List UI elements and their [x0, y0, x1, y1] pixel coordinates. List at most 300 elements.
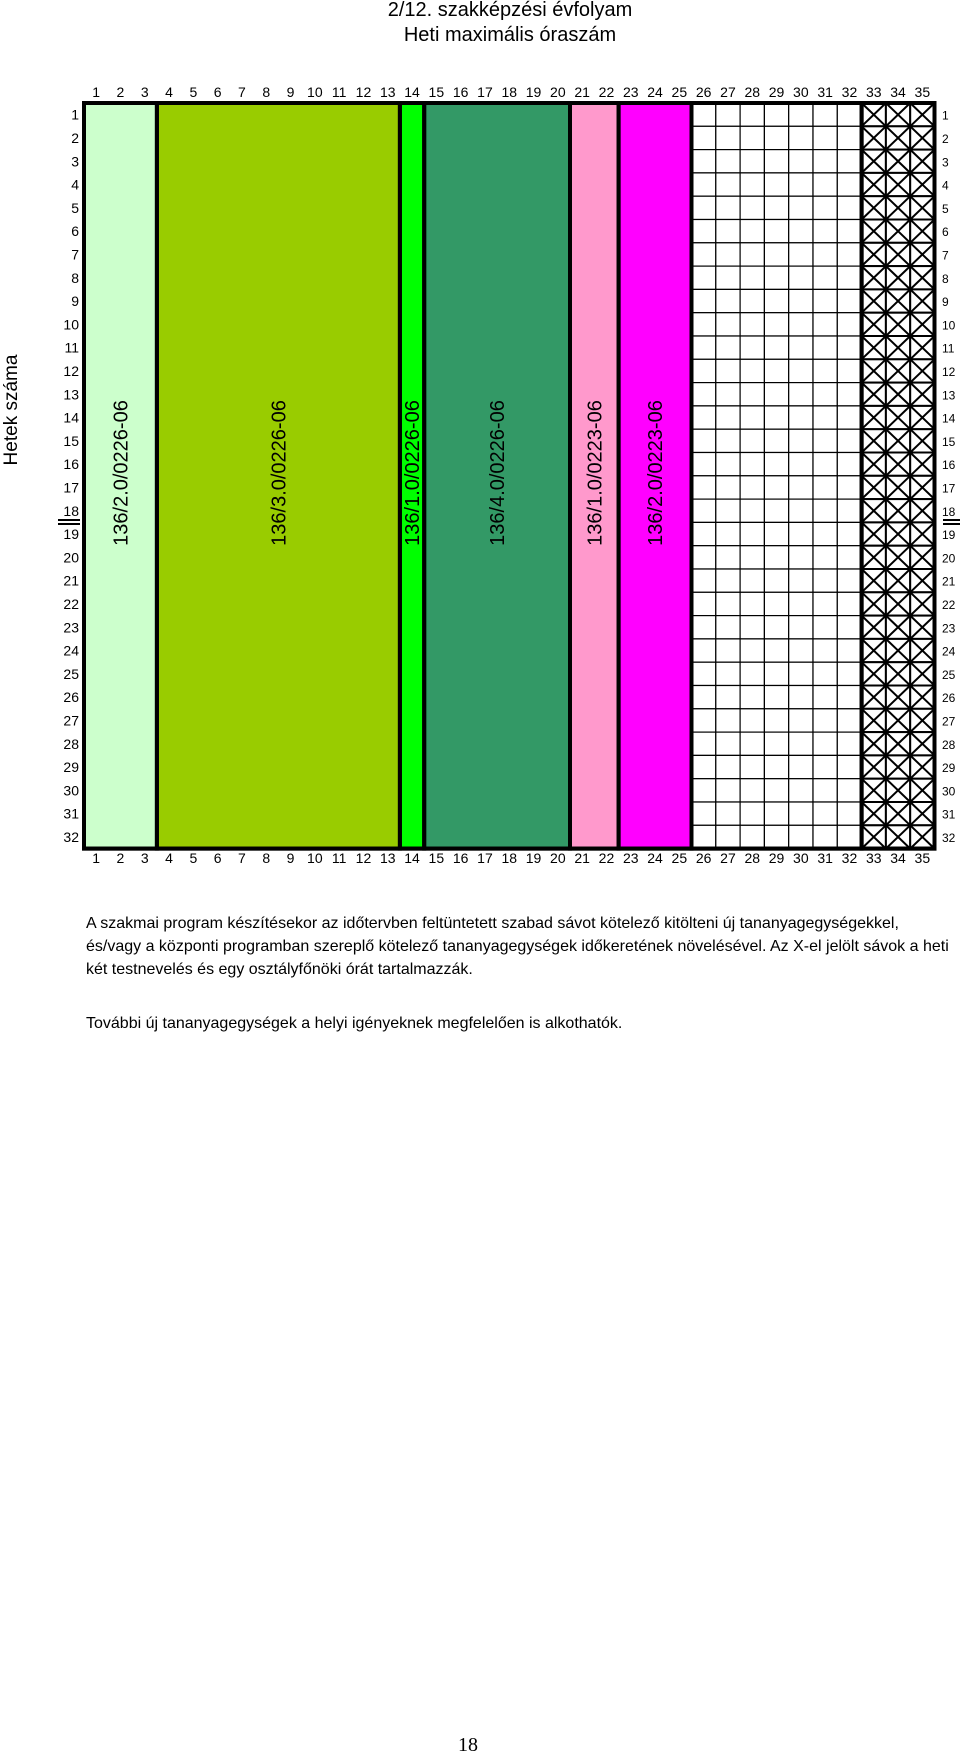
column-label-top: 23: [622, 84, 639, 100]
free-slot-cell: [716, 150, 740, 173]
column-label-bottom: 2: [116, 850, 125, 866]
free-slot-cell: [837, 686, 861, 709]
column-label-bottom: 9: [286, 850, 295, 866]
free-slot-cell: [789, 453, 813, 476]
free-slot-cell: [740, 313, 764, 336]
row-label-left: 9: [71, 293, 79, 310]
free-slot-cell: [716, 616, 740, 639]
column-label-top: 35: [914, 84, 931, 100]
column-label-top: 17: [477, 84, 493, 100]
row-label-left: 17: [63, 479, 79, 496]
row-label-right: 15: [942, 434, 956, 449]
free-slot-cell: [813, 313, 837, 336]
row-label-left: 19: [63, 526, 79, 543]
row-label-right: 7: [942, 248, 949, 263]
course-block-label: 136/1.0/0223-06: [584, 400, 607, 546]
column-label-top: 33: [865, 84, 882, 100]
row-label-left: 14: [63, 409, 79, 426]
row-label-right: 3: [942, 155, 949, 170]
free-slot-cell: [837, 406, 861, 429]
free-slot-cell: [740, 336, 764, 359]
free-slot-cell: [764, 686, 788, 709]
free-slot-cell: [716, 709, 740, 732]
column-label-top: 29: [768, 84, 785, 100]
column-label-bottom: 11: [331, 850, 347, 866]
free-slot-cell: [740, 196, 764, 219]
free-slot-cell: [789, 802, 813, 825]
free-slot-cell: [764, 709, 788, 732]
note-paragraph-2: További új tananyagegységek a helyi igényeknek megfelelően is alkothatók.: [86, 1015, 623, 1032]
free-slot-cell: [692, 779, 716, 802]
course-block-label: 136/4.0/0226-06: [487, 400, 510, 546]
free-slot-cell: [764, 453, 788, 476]
row-label-right: 5: [942, 201, 949, 216]
course-block-label: 136/2.0/0226-06: [110, 400, 133, 546]
column-label-bottom: 16: [452, 850, 469, 866]
free-slot-cell: [692, 150, 716, 173]
free-slot-cell: [740, 150, 764, 173]
row-label-right: 14: [942, 411, 956, 426]
free-slot-cell: [789, 196, 813, 219]
free-slot-cell: [716, 755, 740, 778]
free-slot-cell: [740, 732, 764, 755]
free-slot-cell: [740, 266, 764, 289]
free-slot-cell: [716, 825, 740, 848]
free-slot-cell: [740, 499, 764, 522]
row-label-left: 18: [63, 502, 79, 519]
free-slot-cell: [740, 755, 764, 778]
free-slot-cell: [716, 196, 740, 219]
row-label-right: 21: [942, 574, 956, 589]
column-label-bottom: 34: [890, 850, 906, 866]
free-slot-cell: [789, 359, 813, 382]
free-slot-cell: [692, 453, 716, 476]
free-slot-cell: [789, 289, 813, 312]
free-slot-cell: [692, 429, 716, 452]
free-slot-cell: [813, 266, 837, 289]
free-slot-cell: [813, 779, 837, 802]
free-slot-cell: [789, 336, 813, 359]
free-slot-cell: [692, 616, 716, 639]
free-slot-cell: [740, 453, 764, 476]
free-slot-cell: [813, 220, 837, 243]
free-slot-cell: [692, 126, 716, 149]
free-slot-cell: [789, 429, 813, 452]
free-slot-cell: [740, 359, 764, 382]
page-number: 18: [458, 1734, 478, 1756]
column-label-top: 34: [890, 84, 906, 100]
column-label-bottom: 35: [914, 850, 931, 866]
free-slot-cell: [764, 173, 788, 196]
free-slot-cell: [764, 406, 788, 429]
row-label-left: 6: [71, 223, 79, 240]
free-slot-cell: [837, 662, 861, 685]
free-slot-cell: [740, 522, 764, 545]
column-label-top: 6: [213, 84, 222, 100]
free-slot-cell: [716, 429, 740, 452]
free-slot-cell: [692, 825, 716, 848]
free-slot-cell: [764, 802, 788, 825]
free-slot-cell: [813, 103, 837, 126]
free-slot-cell: [716, 173, 740, 196]
row-label-right: 23: [942, 621, 956, 636]
free-slot-cell: [813, 546, 837, 569]
column-label-top: 7: [238, 84, 246, 100]
row-label-right: 29: [942, 761, 956, 776]
row-label-right: 10: [942, 318, 956, 333]
column-label-bottom: 33: [865, 850, 882, 866]
row-label-right: 16: [942, 458, 956, 473]
row-label-right: 32: [942, 830, 956, 845]
free-slot-cell: [789, 383, 813, 406]
free-slot-cell: [716, 499, 740, 522]
free-slot-cell: [837, 546, 861, 569]
free-slot-cell: [813, 453, 837, 476]
free-slot-cell: [692, 592, 716, 615]
column-label-bottom: 10: [307, 850, 323, 866]
free-slot-cell: [764, 546, 788, 569]
row-label-right: 9: [942, 295, 949, 310]
free-slot-cell: [740, 126, 764, 149]
column-label-top: 11: [331, 84, 347, 100]
column-label-top: 20: [550, 84, 566, 100]
column-label-bottom: 22: [598, 850, 615, 866]
free-slot-cell: [692, 336, 716, 359]
free-slot-cell: [716, 453, 740, 476]
free-slot-cell: [692, 546, 716, 569]
free-slot-cell: [789, 126, 813, 149]
free-slot-cell: [716, 266, 740, 289]
free-slot-cell: [789, 662, 813, 685]
row-label-left: 4: [71, 176, 79, 193]
free-slot-cell: [837, 802, 861, 825]
free-slot-cell: [813, 499, 837, 522]
free-slot-cell: [789, 266, 813, 289]
row-label-left: 27: [63, 712, 79, 729]
free-slot-cell: [764, 522, 788, 545]
column-label-bottom: 27: [720, 850, 736, 866]
free-slot-cell: [740, 709, 764, 732]
free-slot-cell: [789, 616, 813, 639]
weekly-hours-chart: [0, 0, 960, 880]
free-slot-cell: [764, 639, 788, 662]
free-slot-cell: [837, 453, 861, 476]
free-slot-cell: [789, 173, 813, 196]
free-slot-cell: [740, 686, 764, 709]
free-slot-cell: [837, 522, 861, 545]
free-slot-cell: [813, 709, 837, 732]
free-slot-cell: [789, 569, 813, 592]
free-slot-cell: [837, 289, 861, 312]
free-slot-cell: [764, 103, 788, 126]
free-slot-cell: [716, 336, 740, 359]
row-label-left: 10: [63, 316, 79, 333]
free-slot-cell: [837, 150, 861, 173]
column-label-bottom: 30: [793, 850, 809, 866]
free-slot-cell: [837, 266, 861, 289]
free-slot-cell: [764, 150, 788, 173]
free-slot-cell: [813, 825, 837, 848]
free-slot-cell: [716, 289, 740, 312]
free-slot-cell: [837, 383, 861, 406]
column-label-bottom: 18: [501, 850, 518, 866]
free-slot-cell: [764, 476, 788, 499]
free-slot-cell: [789, 592, 813, 615]
free-slot-cell: [764, 126, 788, 149]
free-slot-cell: [740, 639, 764, 662]
column-label-bottom: 6: [213, 850, 222, 866]
column-label-bottom: 7: [238, 850, 246, 866]
column-label-bottom: 12: [355, 850, 372, 866]
free-slot-cell: [764, 289, 788, 312]
free-slot-cell: [837, 359, 861, 382]
row-axis-label: Hetek száma: [1, 354, 22, 466]
free-slot-cell: [692, 755, 716, 778]
free-slot-cell: [789, 732, 813, 755]
free-slot-cell: [813, 662, 837, 685]
row-label-right: 22: [942, 597, 956, 612]
row-label-left: 25: [63, 665, 79, 682]
free-slot-cell: [692, 569, 716, 592]
free-slot-cell: [716, 779, 740, 802]
free-slot-cell: [789, 546, 813, 569]
free-slot-cell: [692, 196, 716, 219]
free-slot-cell: [837, 779, 861, 802]
free-slot-cell: [716, 103, 740, 126]
free-slot-cell: [692, 173, 716, 196]
row-label-left: 21: [63, 572, 79, 589]
column-label-bottom: 8: [262, 850, 271, 866]
free-slot-cell: [813, 522, 837, 545]
column-label-top: 2: [116, 84, 125, 100]
row-label-left: 20: [63, 549, 79, 566]
row-label-right: 26: [942, 691, 956, 706]
free-slot-cell: [837, 616, 861, 639]
note-paragraph-1: A szakmai program készítésekor az időtervben feltüntetett szabad sávot kötelező kitölteni új tananyagegységekkel, és/vagy a központi programban szereplő kötelező tananyagegységek időkeretének növelésével. Az X-el jelölt sávok a heti két testnevelés és egy osztályfőnöki órát tartalmazzák.: [86, 915, 949, 978]
free-slot-cell: [789, 243, 813, 266]
row-label-left: 29: [63, 759, 79, 776]
column-label-top: 21: [574, 84, 590, 100]
free-slot-cell: [740, 243, 764, 266]
free-slot-cell: [716, 406, 740, 429]
free-slot-cell: [692, 359, 716, 382]
free-slot-cell: [740, 289, 764, 312]
free-slot-cell: [764, 336, 788, 359]
free-slot-cell: [764, 662, 788, 685]
free-slot-cell: [813, 616, 837, 639]
free-slot-cell: [740, 779, 764, 802]
free-slot-cell: [764, 196, 788, 219]
free-slot-cell: [716, 662, 740, 685]
column-label-top: 1: [92, 84, 101, 100]
free-slot-cell: [789, 755, 813, 778]
free-slot-cell: [692, 289, 716, 312]
row-label-left: 1: [71, 106, 79, 123]
free-slot-cell: [764, 266, 788, 289]
free-slot-cell: [692, 499, 716, 522]
free-slot-cell: [813, 569, 837, 592]
free-slot-cell: [789, 103, 813, 126]
free-slot-cell: [764, 220, 788, 243]
free-slot-cell: [692, 686, 716, 709]
free-slot-cell: [789, 825, 813, 848]
free-slot-cell: [837, 336, 861, 359]
row-label-left: 16: [63, 456, 79, 473]
free-slot-cell: [837, 196, 861, 219]
column-label-bottom: 28: [744, 850, 761, 866]
free-slot-cell: [789, 779, 813, 802]
column-label-top: 27: [720, 84, 736, 100]
free-slot-cell: [789, 499, 813, 522]
free-slot-cell: [813, 196, 837, 219]
column-label-bottom: 23: [622, 850, 639, 866]
row-label-left: 31: [63, 805, 79, 822]
free-slot-cell: [837, 499, 861, 522]
free-slot-cell: [740, 592, 764, 615]
free-slot-cell: [837, 709, 861, 732]
free-slot-cell: [740, 476, 764, 499]
row-label-left: 2: [71, 129, 79, 146]
row-label-left: 15: [63, 432, 79, 449]
column-label-top: 28: [744, 84, 761, 100]
free-slot-cell: [813, 336, 837, 359]
column-label-top: 5: [189, 84, 198, 100]
free-slot-cell: [789, 639, 813, 662]
free-slot-cell: [813, 639, 837, 662]
free-slot-cell: [813, 383, 837, 406]
column-label-top: 4: [165, 84, 173, 100]
row-label-left: 11: [64, 339, 79, 356]
free-slot-cell: [837, 173, 861, 196]
free-slot-cell: [837, 732, 861, 755]
row-label-right: 1: [942, 108, 949, 123]
row-label-right: 17: [942, 481, 956, 496]
row-label-right: 13: [942, 388, 956, 403]
row-label-left: 28: [63, 735, 79, 752]
column-label-top: 32: [841, 84, 858, 100]
row-label-left: 3: [71, 153, 79, 170]
free-slot-cell: [813, 359, 837, 382]
row-label-right: 28: [942, 737, 956, 752]
row-label-right: 12: [942, 364, 956, 379]
row-label-right: 8: [942, 271, 949, 286]
title: 2/12. szakképzési évfolyam: [387, 0, 633, 21]
free-slot-cell: [813, 126, 837, 149]
free-slot-cell: [837, 476, 861, 499]
free-slot-cell: [813, 732, 837, 755]
column-label-bottom: 13: [379, 850, 396, 866]
free-slot-cell: [789, 522, 813, 545]
free-slot-cell: [740, 429, 764, 452]
free-slot-cell: [764, 779, 788, 802]
free-slot-cell: [740, 383, 764, 406]
row-label-right: 25: [942, 667, 956, 682]
column-label-bottom: 21: [574, 850, 590, 866]
free-slot-cell: [837, 825, 861, 848]
free-slot-cell: [789, 406, 813, 429]
free-slot-cell: [764, 616, 788, 639]
course-block-label: 136/3.0/0226-06: [268, 400, 291, 546]
free-slot-cell: [789, 313, 813, 336]
row-label-left: 7: [71, 246, 79, 263]
row-label-right: 24: [942, 644, 956, 659]
row-label-left: 12: [63, 362, 79, 379]
free-slot-cell: [692, 243, 716, 266]
free-slot-cell: [716, 359, 740, 382]
free-slot-cell: [740, 825, 764, 848]
column-label-bottom: 31: [817, 850, 833, 866]
free-slot-cell: [837, 592, 861, 615]
free-slot-cell: [740, 406, 764, 429]
free-slot-cell: [740, 173, 764, 196]
free-slot-cell: [837, 429, 861, 452]
column-label-top: 9: [286, 84, 295, 100]
column-label-top: 30: [793, 84, 809, 100]
row-label-left: 8: [71, 269, 79, 286]
free-slot-cell: [716, 569, 740, 592]
free-slot-cell: [692, 802, 716, 825]
column-label-bottom: 20: [550, 850, 566, 866]
free-slot-cell: [692, 662, 716, 685]
free-slot-cell: [813, 243, 837, 266]
column-label-top: 3: [140, 84, 149, 100]
free-slot-cell: [789, 220, 813, 243]
free-slot-cell: [837, 103, 861, 126]
row-label-left: 22: [63, 595, 79, 612]
free-slot-cell: [837, 569, 861, 592]
column-label-bottom: 29: [768, 850, 785, 866]
free-slot-cell: [692, 406, 716, 429]
column-label-bottom: 5: [189, 850, 198, 866]
free-slot-cell: [789, 150, 813, 173]
free-slot-cell: [764, 429, 788, 452]
free-slot-cell: [789, 476, 813, 499]
column-label-top: 31: [817, 84, 833, 100]
free-slot-cell: [789, 686, 813, 709]
free-slot-cell: [813, 592, 837, 615]
column-label-top: 26: [695, 84, 712, 100]
free-slot-cell: [740, 546, 764, 569]
free-slot-cell: [692, 220, 716, 243]
free-slot-cell: [716, 522, 740, 545]
free-slot-cell: [716, 313, 740, 336]
row-label-left: 23: [63, 619, 79, 636]
free-slot-cell: [716, 243, 740, 266]
free-slot-cell: [740, 103, 764, 126]
column-label-top: 15: [428, 84, 445, 100]
free-slot-cell: [716, 639, 740, 662]
column-label-bottom: 25: [671, 850, 688, 866]
free-slot-cell: [716, 546, 740, 569]
column-label-bottom: 1: [92, 850, 101, 866]
free-slot-cell: [692, 639, 716, 662]
free-slot-cell: [837, 639, 861, 662]
free-slot-cell: [837, 220, 861, 243]
free-slot-cell: [764, 359, 788, 382]
free-slot-cell: [837, 313, 861, 336]
column-label-bottom: 3: [140, 850, 149, 866]
column-label-bottom: 26: [695, 850, 712, 866]
column-label-bottom: 32: [841, 850, 858, 866]
free-slot-cell: [716, 732, 740, 755]
free-slot-cell: [764, 313, 788, 336]
free-slot-cell: [837, 243, 861, 266]
free-slot-cell: [692, 383, 716, 406]
free-slot-cell: [789, 709, 813, 732]
column-label-top: 12: [355, 84, 372, 100]
row-label-right: 27: [942, 714, 956, 729]
free-slot-cell: [692, 522, 716, 545]
